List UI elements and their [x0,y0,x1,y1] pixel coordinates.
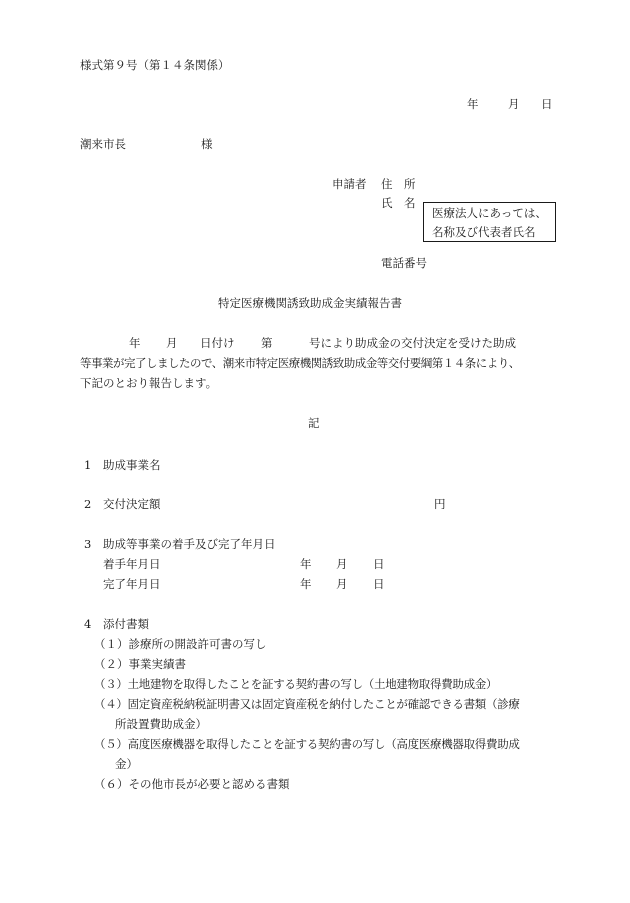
date-year: 年 [467,97,479,111]
attachment-doc-3: （３）土地建物を取得したことを証する契約書の写し（土地建物取得費助成金） [94,677,498,691]
body-dai: 第 [261,336,273,350]
item3-start-label: 着手年月日 [103,557,161,571]
applicant-label: 申請者 [332,177,367,191]
attachment-doc-6: （６）その他市長が必要と認める書類 [94,777,290,791]
attachment-doc-4-cont: 所設置費助成金） [115,717,207,731]
attachment-doc-5-cont: 金） [115,757,138,771]
item4-number: 4 [84,617,92,631]
attachment-doc-5: （５）高度医療機器を取得したことを証する契約書の写し（高度医療機器取得費助成 [94,737,520,751]
item3-number: 3 [84,537,92,551]
form-number: 様式第９号（第１４条関係） [80,58,230,72]
ki-mark: 記 [308,416,320,430]
addressee-name: 潮来市長 [80,137,126,151]
item1-number: 1 [84,458,92,472]
body-month: 月 [166,336,178,350]
applicant-note-line2: 名称及び代表者氏名 [432,225,536,239]
body-line3: 下記のとおり報告します。 [80,376,218,390]
address-label: 住 所 [381,177,416,191]
document-title: 特定医療機関誘致助成金実績報告書 [218,296,402,310]
item4-label: 添付書類 [103,617,149,631]
attachment-doc-4: （４）固定資産税納税証明書又は固定資産税を納付したことが確認できる書類（診療 [94,697,520,711]
attachment-doc-2: （２）事業実績書 [94,657,186,671]
applicant-note-line1: 医療法人にあっては、 [432,206,547,220]
item2-number: 2 [84,497,92,511]
body-line2: 等事業が完了しましたので、潮来市特定医療機関誘致助成金等交付要綱第１４条により、 [80,356,520,370]
item3-end-day: 日 [373,577,385,591]
item2-label: 交付決定額 [103,497,161,511]
attachment-doc-1: （１）診療所の開設許可書の写し [94,637,267,651]
body-dated: 日付け [200,336,235,350]
body-year: 年 [129,336,141,350]
item3-start-month: 月 [336,557,348,571]
item3-end-year: 年 [300,577,312,591]
date-day: 日 [541,97,553,111]
addressee-honorific: 様 [201,137,213,151]
item3-end-month: 月 [336,577,348,591]
phone-label: 電話番号 [381,256,427,270]
item3-start-year: 年 [300,557,312,571]
item3-label: 助成等事業の着手及び完了年月日 [103,537,276,551]
applicant-note-brackets [423,202,556,242]
name-label: 氏 名 [381,196,416,210]
item3-start-day: 日 [373,557,385,571]
item3-end-label: 完了年月日 [103,577,161,591]
item2-unit: 円 [434,497,446,511]
body-rest: 号により助成金の交付決定を受けた助成 [309,336,516,350]
item1-label: 助成事業名 [103,458,161,472]
date-month: 月 [508,97,520,111]
